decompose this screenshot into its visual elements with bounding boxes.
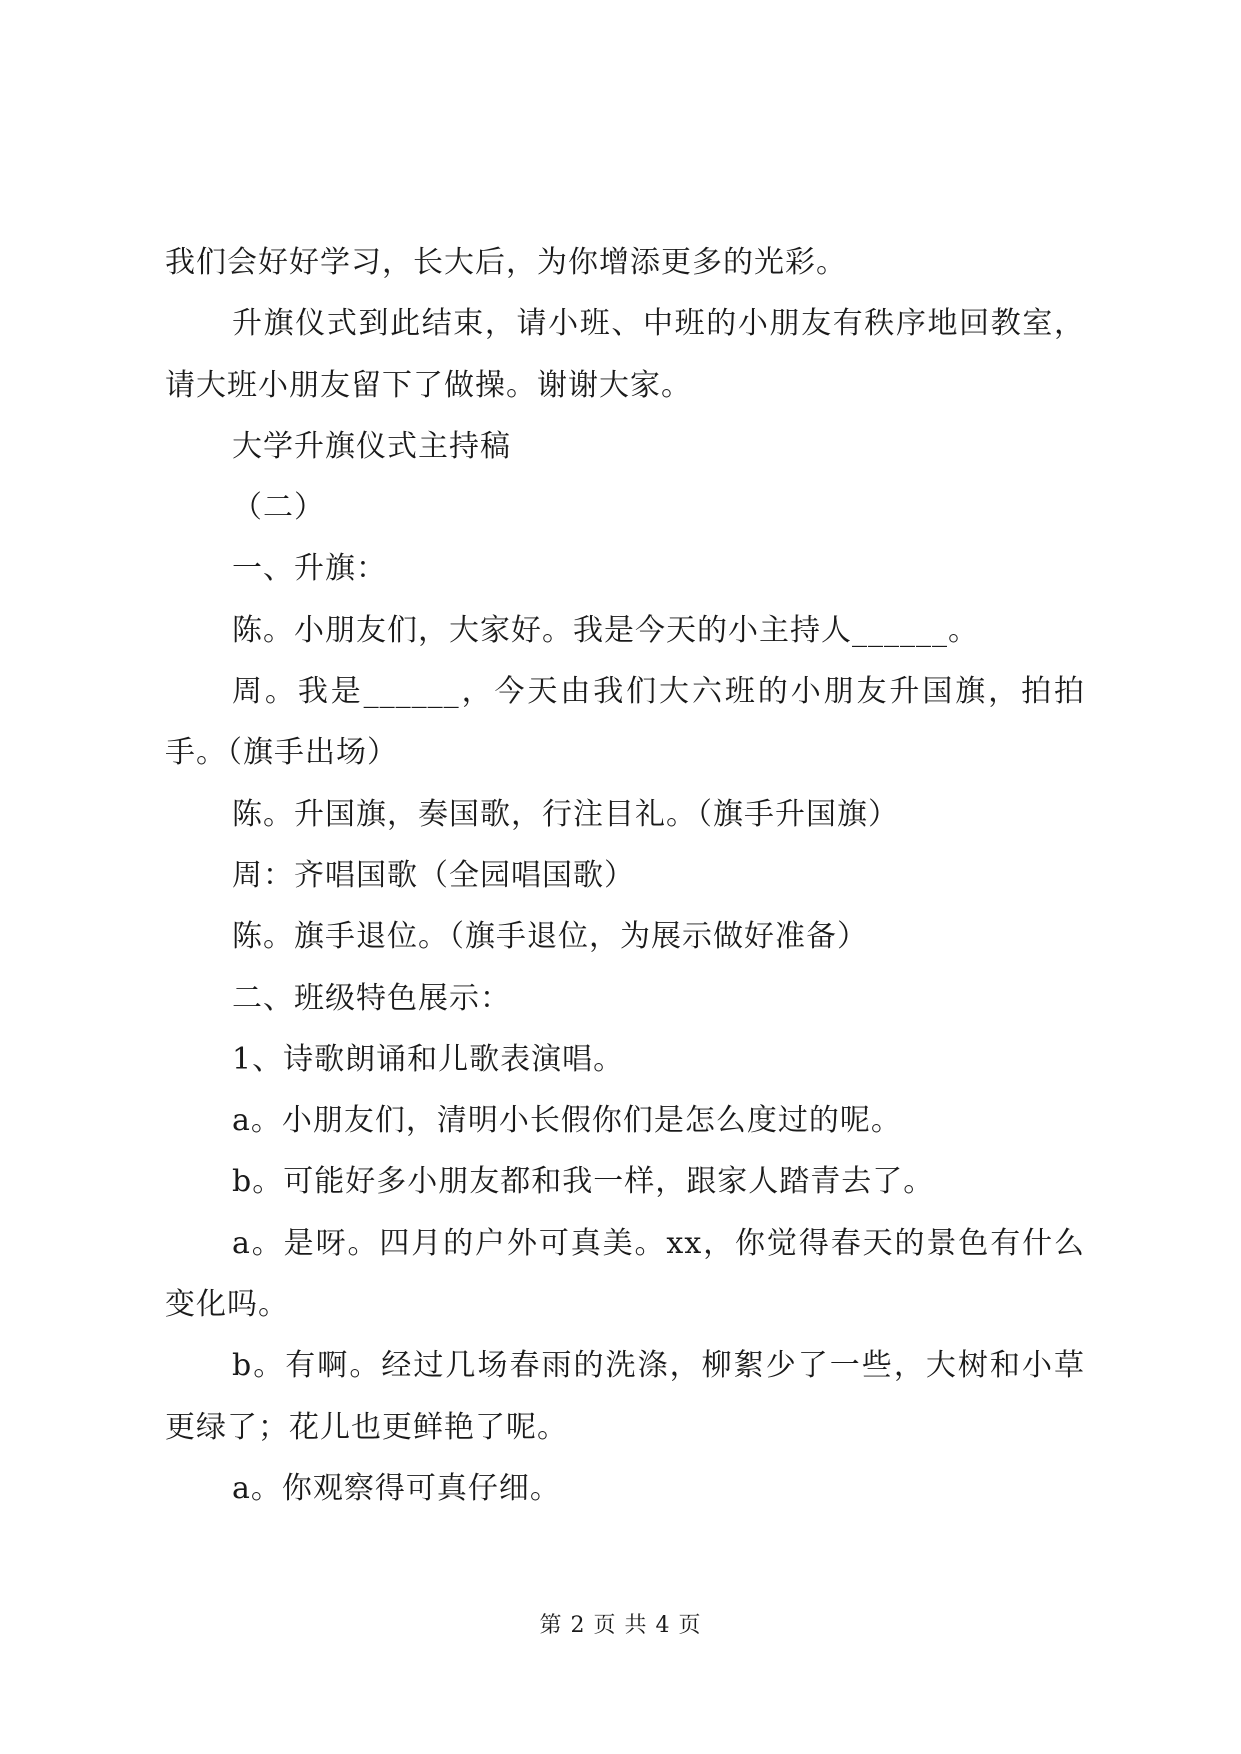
paragraph-chen-2: 陈。升国旗，奏国歌，行注目礼。（旗手升国旗） <box>232 796 899 832</box>
section-heading-1: 一、升旗： <box>232 551 387 587</box>
paragraph-b-1: b。可能好多小朋友都和我一样，跟家人踏青去了。 <box>232 1164 935 1200</box>
paragraph-a-3: a。你观察得可真仔细。 <box>232 1470 561 1506</box>
page-number-footer: 第 2 页 共 4 页 <box>539 1613 702 1638</box>
paragraph-chen-1: 陈。小朋友们，大家好。我是今天的小主持人______。 <box>232 612 979 648</box>
document-title: 大学升旗仪式主持稿 <box>232 428 511 464</box>
section-number: （二） <box>232 490 325 526</box>
paragraph-1: 我们会好好学习，长大后，为你增添更多的光彩。 <box>165 245 847 280</box>
section-heading-2: 二、班级特色展示： <box>232 980 511 1016</box>
paragraph-b-2: b。有啊。经过几场春雨的洗涤，柳絮少了一些，大树和小草更绿了；花儿也更鲜艳了呢。 <box>165 1348 1085 1445</box>
paragraph-chen-3: 陈。旗手退位。（旗手退位，为展示做好准备） <box>232 919 868 955</box>
subsection-heading-1: 1、诗歌朗诵和儿歌表演唱。 <box>232 1041 625 1077</box>
document-body <box>165 232 1085 1519</box>
paragraph-zhou-1: 周。我是______，今天由我们大六班的小朋友升国旗，拍拍手。（旗手出场） <box>165 674 1085 771</box>
paragraph-2: 升旗仪式到此结束，请小班、中班的小朋友有秩序地回教室，请大班小朋友留下了做操。谢谢大家。 <box>165 306 1085 403</box>
paragraph-a-1: a。小朋友们，清明小长假你们是怎么度过的呢。 <box>232 1103 902 1139</box>
paragraph-zhou-2: 周：齐唱国歌（全园唱国歌） <box>232 857 635 893</box>
paragraph-a-2: a。是呀。四月的户外可真美。xx，你觉得春天的景色有什么变化吗。 <box>165 1225 1085 1323</box>
